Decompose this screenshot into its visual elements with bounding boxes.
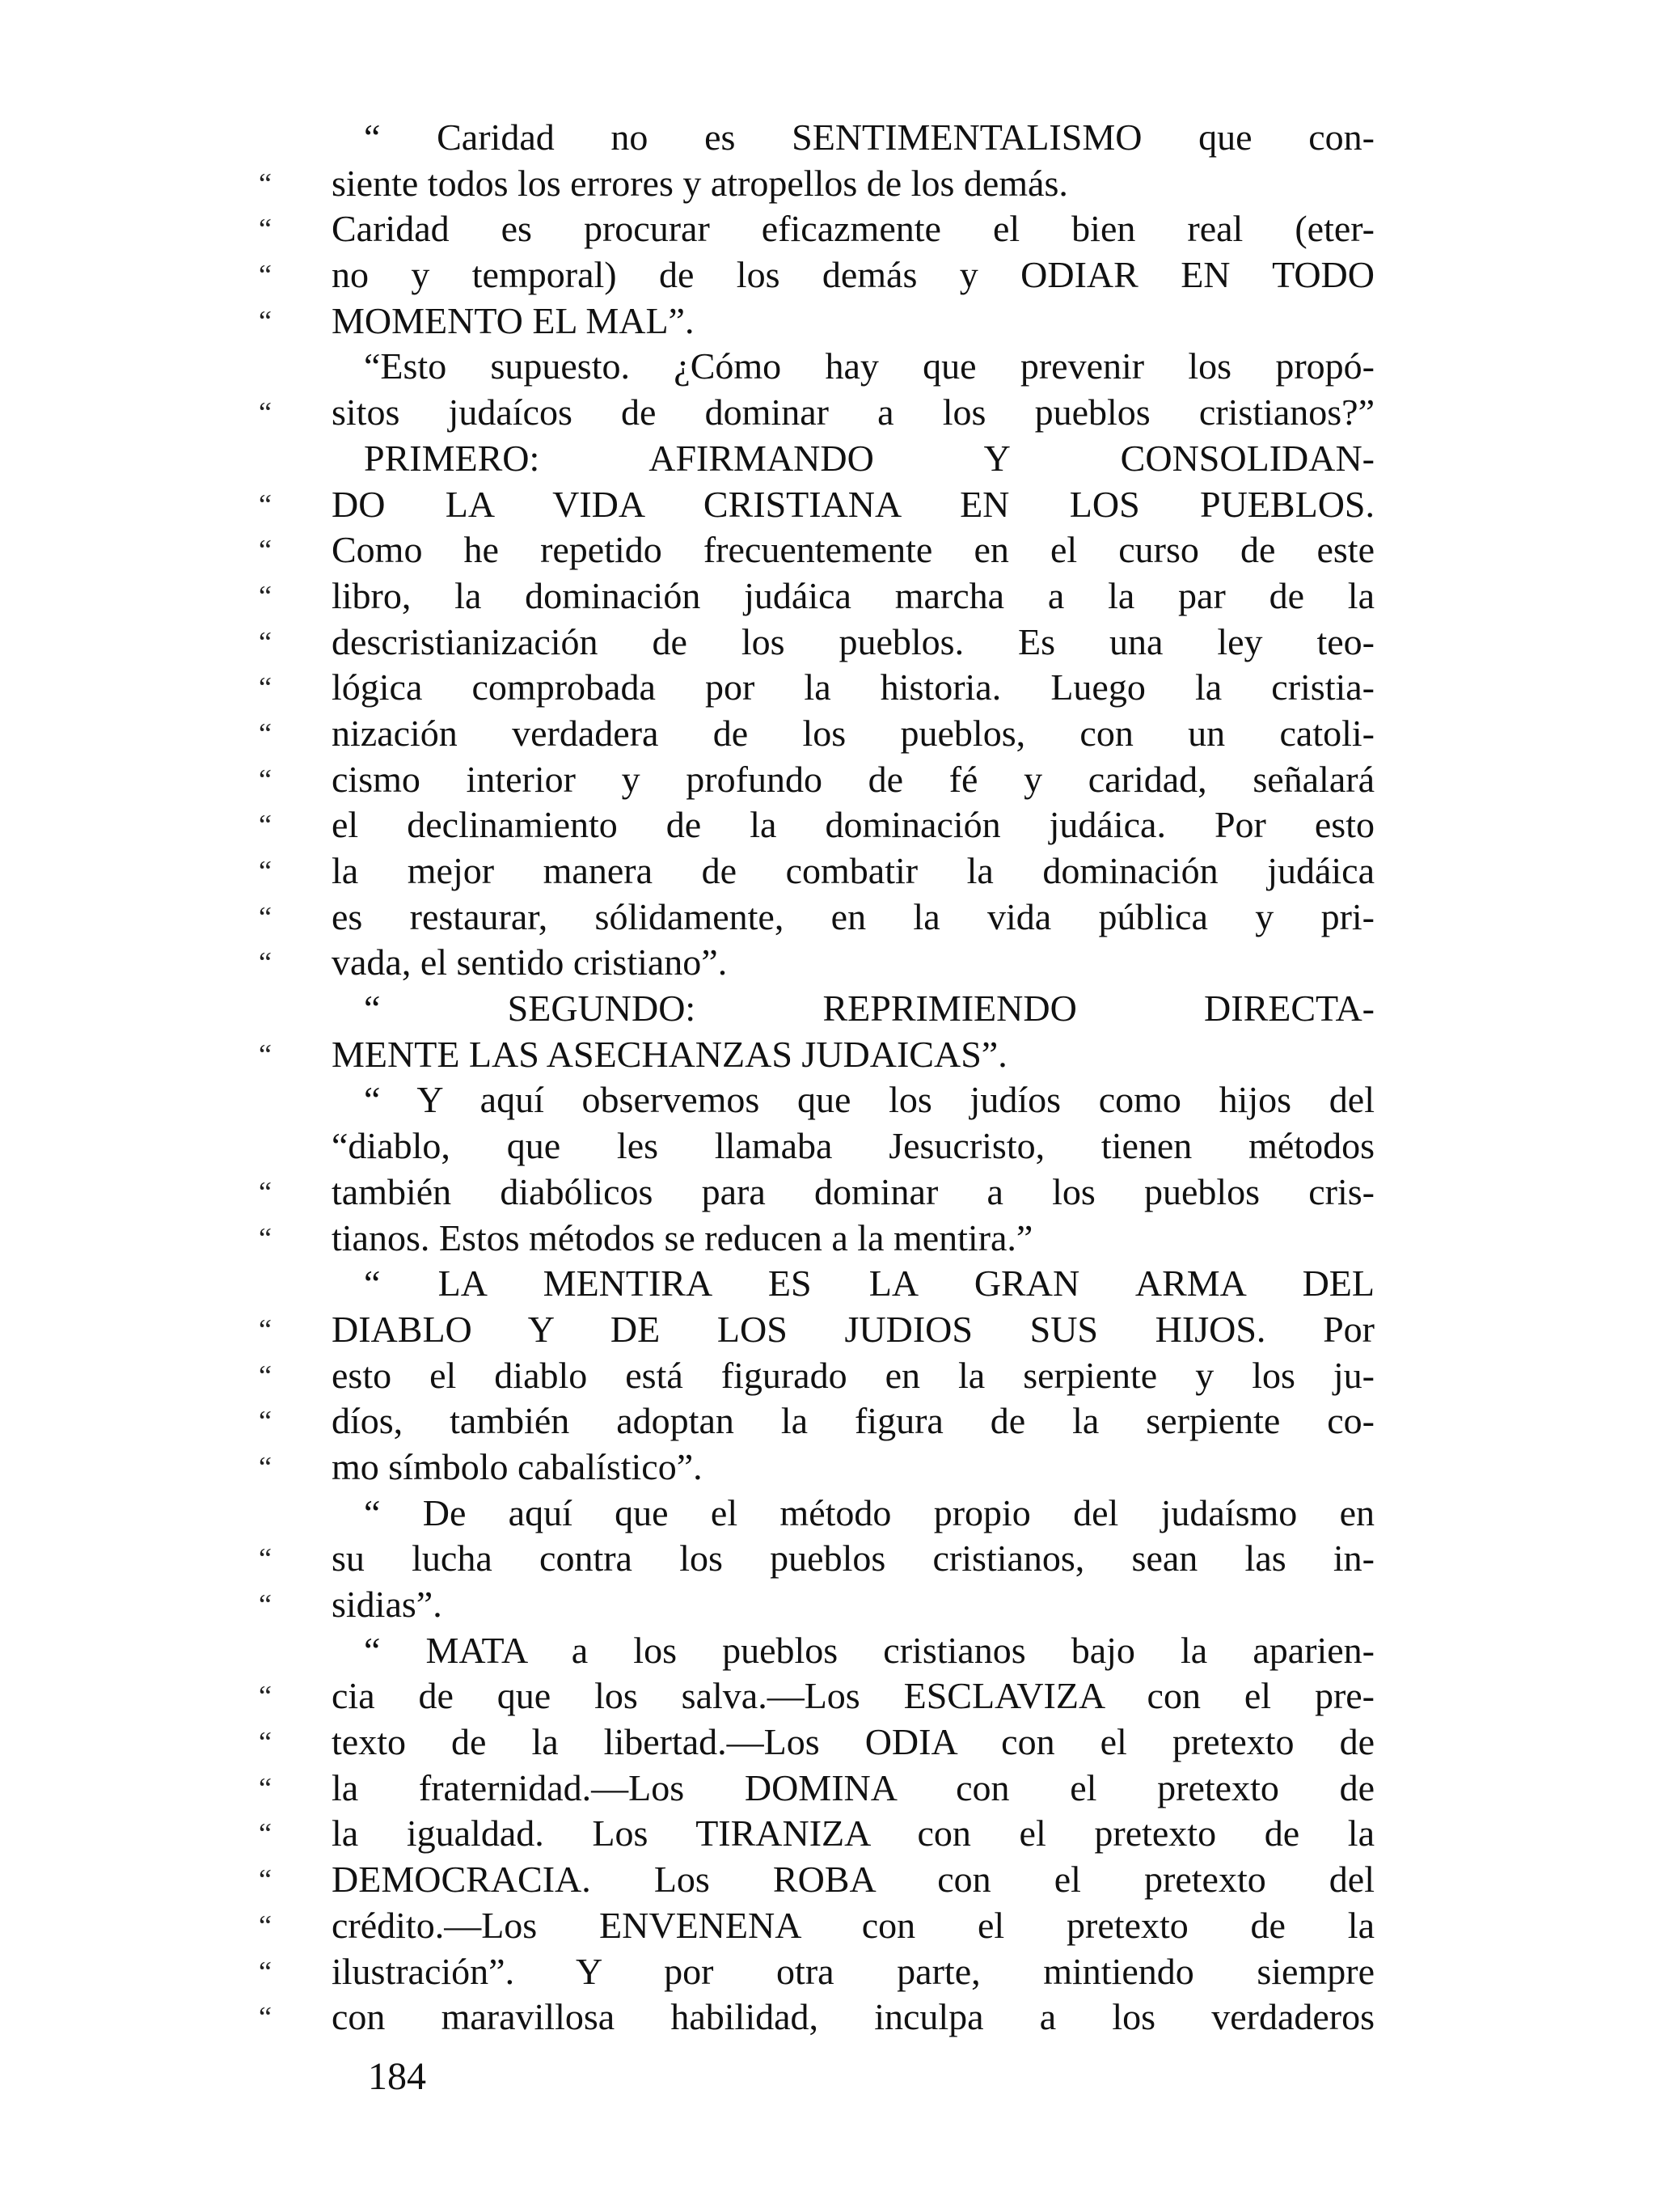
margin-quote-mark: “ <box>259 1680 272 1713</box>
line-text: cia de que los salva.—Los ESCLAVIZA con el pre- <box>332 1675 1375 1717</box>
line-text: su lucha contra los pueblos cristianos, sean las in- <box>332 1537 1375 1580</box>
line-text: vada, el sentido cristiano”. <box>332 941 728 983</box>
line-text: libro, la dominación judáica marcha a la par de la <box>332 574 1375 616</box>
text-line <box>259 252 1375 298</box>
body-text <box>259 115 1375 2041</box>
text-line <box>283 1261 1375 1307</box>
line-text: siente todos los errores y atropellos de los demás. <box>332 162 1068 204</box>
text-line <box>259 757 1375 803</box>
line-text: PRIMERO: AFIRMANDO Y CONSOLIDAN- <box>364 437 1375 479</box>
line-text: DEMOCRACIA. Los ROBA con el pretexto del <box>332 1859 1375 1901</box>
line-text: “ MATA a los pueblos cristianos bajo la aparien- <box>364 1629 1375 1671</box>
margin-quote-mark: “ <box>259 1588 272 1621</box>
text-line <box>259 206 1375 252</box>
line-text: la mejor manera de combatir la dominación judáica <box>332 850 1375 891</box>
line-text: crédito.—Los ENVENENA con el pretexto de la <box>332 1904 1375 1946</box>
text-line <box>259 620 1375 666</box>
line-text: descristianización de los pueblos. Es una ley teo- <box>332 620 1375 662</box>
text-line <box>259 298 1375 345</box>
margin-quote-mark: “ <box>259 1726 272 1759</box>
text-line <box>283 436 1375 482</box>
text-line <box>259 527 1375 573</box>
line-text: Caridad es procurar eficazmente el bien real (eter- <box>332 208 1375 250</box>
text-line <box>259 1766 1375 1812</box>
text-line <box>259 1811 1375 1857</box>
margin-quote-mark: “ <box>259 1450 272 1483</box>
margin-quote-mark: “ <box>259 213 272 246</box>
text-line <box>259 1903 1375 1949</box>
text-line <box>259 390 1375 436</box>
text-line <box>259 1949 1375 1995</box>
margin-quote-mark: “ <box>259 671 272 704</box>
margin-quote-mark: “ <box>259 1909 272 1942</box>
margin-quote-mark: “ <box>259 167 272 200</box>
margin-quote-mark: “ <box>259 259 272 292</box>
text-line <box>283 1491 1375 1537</box>
line-text: es restaurar, sólidamente, en la vida pública y pri- <box>332 895 1375 937</box>
margin-quote-mark: “ <box>259 1038 272 1071</box>
margin-quote-mark: “ <box>259 1955 272 1988</box>
text-line <box>259 1536 1375 1582</box>
text-line <box>259 1673 1375 1719</box>
line-text: MENTE LAS ASECHANZAS JUDAICAS”. <box>332 1033 1008 1075</box>
margin-quote-mark: “ <box>259 2001 272 2034</box>
margin-quote-mark: “ <box>259 1817 272 1850</box>
text-line <box>259 161 1375 207</box>
line-text: tianos. Estos métodos se reducen a la mentira.” <box>332 1216 1033 1258</box>
line-text: díos, también adoptan la figura de la serpiente co- <box>332 1400 1375 1442</box>
line-text: “Esto supuesto. ¿Cómo hay que prevenir los propó- <box>364 345 1375 387</box>
text-line <box>283 986 1375 1032</box>
line-text: MOMENTO EL MAL”. <box>332 299 695 341</box>
margin-quote-mark: “ <box>259 1771 272 1804</box>
text-line <box>283 1077 1375 1123</box>
line-text: con maravillosa habilidad, inculpa a los verdaderos <box>332 1996 1375 2038</box>
text-line <box>259 711 1375 757</box>
line-text: la igualdad. Los TIRANIZA con el pretexto de la <box>332 1812 1375 1855</box>
line-text: ilustración”. Y por otra parte, mintiendo siempre <box>332 1950 1375 1992</box>
margin-quote-mark: “ <box>259 763 272 796</box>
line-text: sitos judaícos de dominar a los pueblos cristianos?” <box>332 391 1375 434</box>
line-text: “ Caridad no es SENTIMENTALISMO que con- <box>364 116 1375 158</box>
line-text: lógica comprobada por la historia. Luego la cristia- <box>332 666 1375 708</box>
text-line <box>259 1582 1375 1628</box>
line-text: sidias”. <box>332 1584 442 1625</box>
text-line <box>259 1444 1375 1491</box>
text-line <box>259 1719 1375 1766</box>
line-text: “ LA MENTIRA ES LA GRAN ARMA DEL <box>364 1262 1375 1305</box>
text-line <box>259 1169 1375 1216</box>
text-line <box>259 1353 1375 1399</box>
text-line <box>259 940 1375 986</box>
line-text: no y temporal) de los demás y ODIAR EN TODO <box>332 254 1375 296</box>
text-line <box>259 573 1375 620</box>
text-line <box>259 895 1375 941</box>
margin-quote-mark: “ <box>259 1863 272 1897</box>
line-text: esto el diablo está figurado en la serpiente y los ju- <box>332 1354 1375 1396</box>
margin-quote-mark: “ <box>259 625 272 658</box>
margin-quote-mark: “ <box>259 1313 272 1346</box>
line-text: nización verdadera de los pueblos, con un catoli- <box>332 712 1375 754</box>
text-line <box>259 482 1375 528</box>
text-line <box>259 1032 1375 1078</box>
line-text: texto de la libertad.—Los ODIA con el pretexto de <box>332 1721 1375 1763</box>
line-text: DO LA VIDA CRISTIANA EN LOS PUEBLOS. <box>332 483 1375 525</box>
text-line <box>283 344 1375 390</box>
line-text: “ SEGUNDO: REPRIMIENDO DIRECTA- <box>364 988 1375 1030</box>
text-line <box>283 115 1375 161</box>
text-line <box>259 1216 1375 1262</box>
text-line <box>259 665 1375 711</box>
margin-quote-mark: “ <box>259 809 272 842</box>
text-line <box>259 802 1375 848</box>
line-text: la fraternidad.—Los DOMINA con el pretexto de <box>332 1766 1375 1808</box>
line-text: “diablo, que les llamaba Jesucristo, tienen métodos <box>332 1125 1375 1167</box>
text-line <box>259 1398 1375 1444</box>
text-line <box>259 848 1375 895</box>
line-text: también diabólicos para dominar a los pueblos cris- <box>332 1170 1375 1212</box>
text-line <box>283 1123 1375 1169</box>
margin-quote-mark: “ <box>259 396 272 429</box>
line-text: el declinamiento de la dominación judáica. Por esto <box>332 804 1375 846</box>
margin-quote-mark: “ <box>259 1405 272 1438</box>
line-text: mo símbolo cabalístico”. <box>332 1445 703 1487</box>
margin-quote-mark: “ <box>259 304 272 337</box>
margin-quote-mark: “ <box>259 1175 272 1208</box>
margin-quote-mark: “ <box>259 1221 272 1254</box>
margin-quote-mark: “ <box>259 1359 272 1392</box>
margin-quote-mark: “ <box>259 855 272 887</box>
margin-quote-mark: “ <box>259 717 272 750</box>
margin-quote-mark: “ <box>259 488 272 521</box>
margin-quote-mark: “ <box>259 579 272 612</box>
line-text: “ De aquí que el método propio del judaísmo en <box>364 1491 1375 1533</box>
text-line <box>259 1994 1375 2041</box>
text-line <box>259 1857 1375 1903</box>
line-text: “ Y aquí observemos que los judíos como hijos del <box>364 1079 1375 1121</box>
line-text: Como he repetido frecuentemente en el curso de este <box>332 529 1375 571</box>
line-text: DIABLO Y DE LOS JUDIOS SUS HIJOS. Por <box>332 1308 1375 1350</box>
text-line <box>259 1307 1375 1353</box>
margin-quote-mark: “ <box>259 900 272 933</box>
margin-quote-mark: “ <box>259 1542 272 1575</box>
text-line <box>283 1628 1375 1674</box>
margin-quote-mark: “ <box>259 946 272 979</box>
margin-quote-mark: “ <box>259 534 272 567</box>
page-number: 184 <box>368 2055 426 2098</box>
line-text: cismo interior y profundo de fé y caridad, señalará <box>332 758 1375 800</box>
